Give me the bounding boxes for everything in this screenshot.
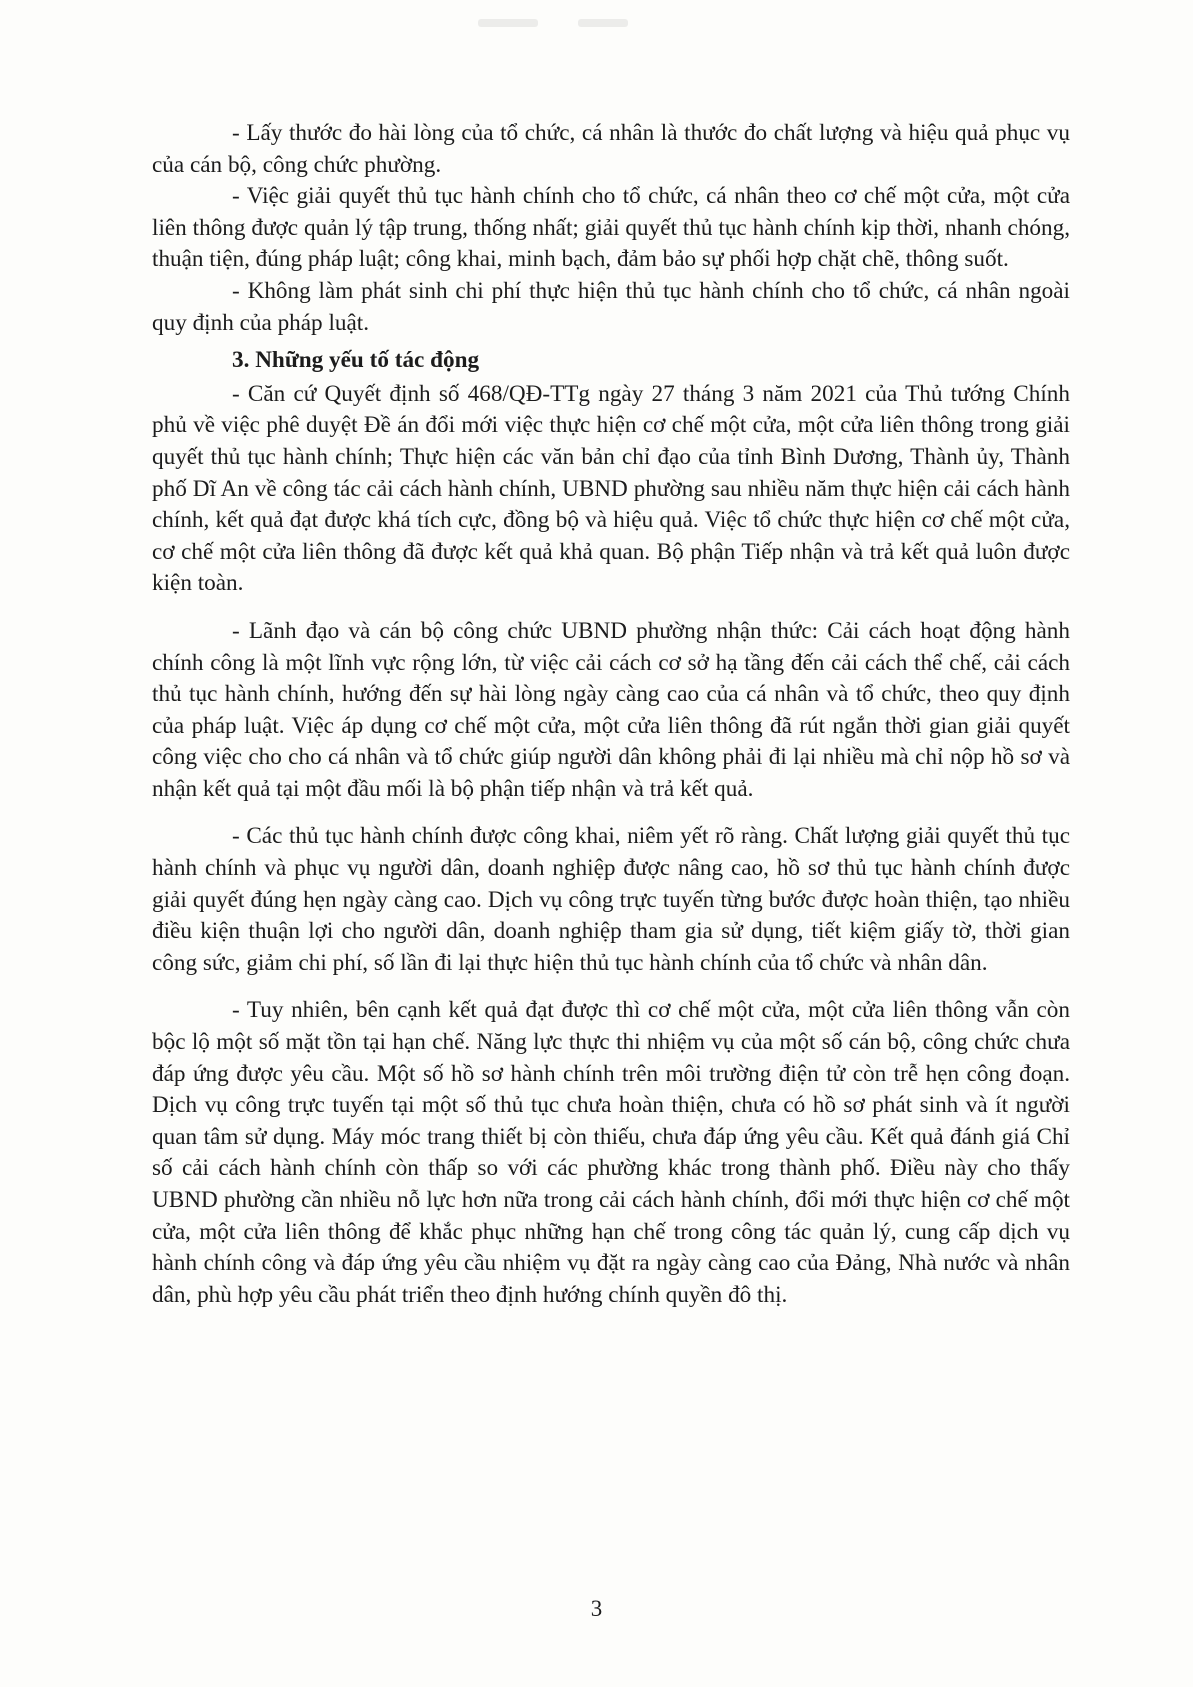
- paragraph-limitations: - Tuy nhiên, bên cạnh kết quả đạt được thì cơ chế một cửa, một cửa liên thông vẫn còn bộc lộ một số mặt tồn tại hạn chế. Năng lực thực thi nhiệm vụ của một số cán bộ, công chức chưa đáp ứng được yêu cầu. Một số hồ sơ hành chính trên môi trường điện tử còn trễ hẹn công đoạn. Dịch vụ công trực tuyến tại một số thủ tục chưa hoàn thiện, chưa có hồ sơ phát sinh và ít người quan tâm sử dụng. Máy móc trang thiết bị còn thiếu, chưa đáp ứng yêu cầu. Kết quả đánh giá Chỉ số cải cách hành chính còn thấp so với các phường khác trong thành phố. Điều này cho thấy UBND phường cần nhiều nỗ lực hơn nữa trong cải cách hành chính, đổi mới thực hiện cơ chế một cửa, một cửa liên thông để khắc phục những hạn chế trong công tác quản lý, cung cấp dịch vụ hành chính công và đáp ứng yêu cầu nhiệm vụ đặt ra ngày càng cao của Đảng, Nhà nước và nhân dân, phù hợp yêu cầu phát triển theo định hướng chính quyền đô thị.: [152, 997, 1070, 1308]
- paragraph-decision-468: - Căn cứ Quyết định số 468/QĐ-TTg ngày 27 tháng 3 năm 2021 của Thủ tướng Chính phủ về việc phê duyệt Đề án đổi mới việc thực hiện cơ chế một cửa, một cửa liên thông trong giải quyết thủ tục hành chính; Thực hiện các văn bản chỉ đạo của tỉnh Bình Dương, Thành ủy, Thành phố Dĩ An về công tác cải cách hành chính, UBND phường sau nhiều năm thực hiện cải cách hành chính, kết quả đạt được khá tích cực, đồng bộ và hiệu quả. Việc tổ chức thực hiện cơ chế một cửa, cơ chế một cửa liên thông đã được kết quả khả quan. Bộ phận Tiếp nhận và trả kết quả luôn được kiện toàn.: [152, 380, 1070, 597]
- paragraph-public-procedures: - Các thủ tục hành chính được công khai, niêm yết rõ ràng. Chất lượng giải quyết thủ tục hành chính và phục vụ người dân, doanh nghiệp được nâng cao, hồ sơ thủ tục hành chính được giải quyết đúng hẹn ngày càng cao. Dịch vụ công trực tuyến từng bước được hoàn thiện, tạo nhiều điều kiện thuận lợi cho người dân, doanh nghiệp tham gia sử dụng, tiết kiệm giấy tờ, thời gian công sức, giảm chi phí, số lần đi lại thực hiện thủ tục hành chính của tổ chức và nhân dân.: [152, 823, 1070, 976]
- section-heading: 3. Những yếu tố tác động: [232, 347, 480, 374]
- paragraph-leadership-awareness: - Lãnh đạo và cán bộ công chức UBND phường nhận thức: Cải cách hoạt động hành chính công là một lĩnh vực rộng lớn, từ việc cải cách cơ sở hạ tầng đến cải cách thể chế, cải cách thủ tục hành chính, hướng đến sự hài lòng ngày càng cao của cá nhân và tổ chức, theo quy định của pháp luật. Việc áp dụng cơ chế một cửa, một cửa liên thông đã rút ngắn thời gian giải quyết công việc cho cho cá nhân và tổ chức giúp người dân không phải đi lại nhiều mà chỉ nộp hồ sơ và nhận kết quả tại một đầu mối là bộ phận tiếp nhận và trả kết quả.: [152, 617, 1070, 802]
- paragraph-one-stop-mechanism: - Việc giải quyết thủ tục hành chính cho tổ chức, cá nhân theo cơ chế một cửa, một cửa liên thông được quản lý tập trung, thống nhất; giải quyết thủ tục hành chính kịp thời, nhanh chóng, thuận tiện, đúng pháp luật; công khai, minh bạch, đảm bảo sự phối hợp chặt chẽ, thông suốt.: [152, 183, 1070, 273]
- page-number: 3: [590, 1596, 603, 1621]
- document-body: [152, 118, 1070, 1311]
- scan-header-marks: [478, 14, 698, 28]
- paragraph-satisfaction-measure: - Lấy thước đo hài lòng của tổ chức, cá nhân là thước đo chất lượng và hiệu quả phục vụ của cán bộ, công chức phường.: [152, 120, 1070, 178]
- paragraph-no-extra-cost: - Không làm phát sinh chi phí thực hiện thủ tục hành chính cho tổ chức, cá nhân ngoài quy định của pháp luật.: [152, 277, 1070, 336]
